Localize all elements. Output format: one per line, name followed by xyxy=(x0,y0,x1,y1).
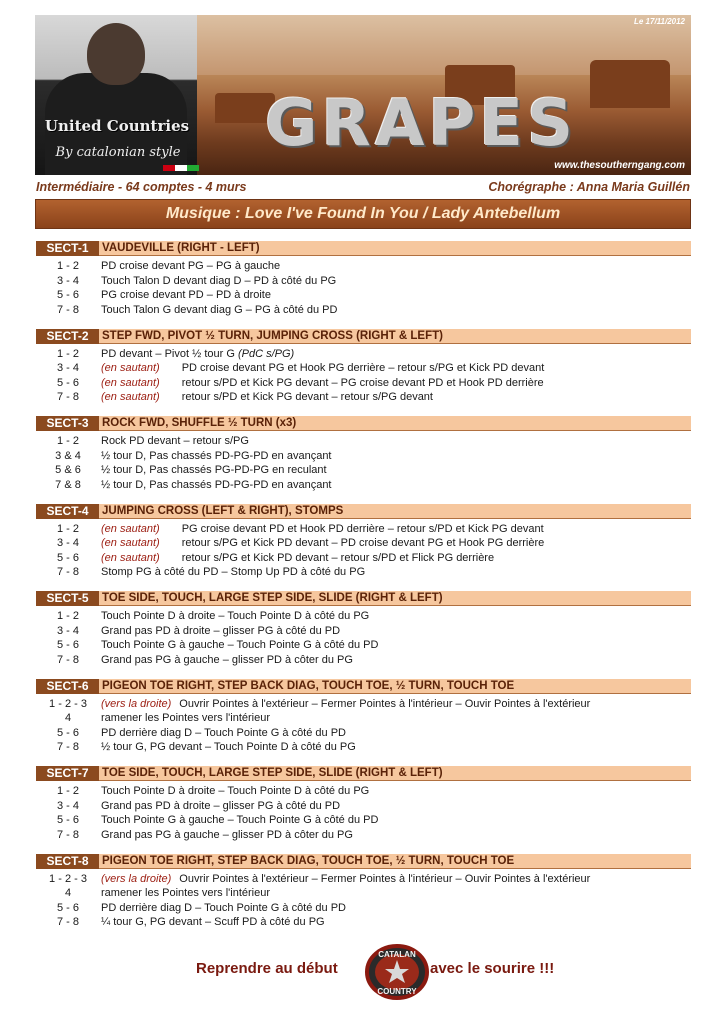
step-description xyxy=(101,288,271,302)
step-count: 7 - 8 xyxy=(56,741,79,753)
step-description xyxy=(101,915,325,929)
step-count: 5 & 6 xyxy=(55,464,81,476)
step-row xyxy=(36,463,691,477)
step-count: 7 - 8 xyxy=(56,828,79,841)
step-text: Rock PD devant – retour s/PG xyxy=(101,435,249,447)
step-text: ½ tour D, Pas chassés PG-PD-PG en reculant xyxy=(101,464,327,476)
step-count: 7 - 8 xyxy=(56,916,79,928)
step-row xyxy=(36,653,691,667)
step-text: PG croise devant PD – PD à droite xyxy=(101,289,271,301)
step-description xyxy=(101,828,353,842)
badge-bottom-text: COUNTRY xyxy=(377,987,417,996)
step-text: retour s/PD et Kick PG devant – retour s/PG devant xyxy=(181,391,433,403)
step-count: 3 - 4 xyxy=(56,537,79,549)
step-description xyxy=(101,872,590,886)
step-description xyxy=(101,347,294,361)
step-text: ½ tour D, Pas chassés PD-PG-PD en avançant xyxy=(101,478,332,491)
step-note: (vers la droite) xyxy=(101,872,172,885)
step-description xyxy=(101,478,332,492)
step-description xyxy=(101,551,494,565)
step-row xyxy=(36,799,691,813)
section-tag: SECT-6 xyxy=(36,679,99,694)
step-count: 1 - 2 - 3 xyxy=(49,697,87,710)
step-description xyxy=(101,449,332,463)
step-count: 1 - 2 xyxy=(56,347,79,360)
step-count: 3 & 4 xyxy=(55,449,81,462)
section-header xyxy=(36,241,691,256)
footer-restart-text: Reprendre au début xyxy=(196,960,338,977)
section-header xyxy=(36,504,691,519)
step-count: 7 - 8 xyxy=(56,653,79,666)
step-row xyxy=(36,347,691,361)
section-tag: SECT-1 xyxy=(36,241,99,256)
step-text: PD derrière diag D – Touch Pointe G à côté du PD xyxy=(101,726,346,739)
step-text: Ouvrir Pointes à l'extérieur – Fermer Pointes à l'intérieur – Ouvir Pointes à l'extérieur xyxy=(179,697,591,710)
step-count: 7 & 8 xyxy=(55,478,81,491)
step-count: 7 - 8 xyxy=(56,391,79,403)
step-description xyxy=(101,638,378,652)
step-text: retour s/PG et Kick PD devant – PD croise devant PG et Hook PG derrière xyxy=(181,537,545,549)
level-info: Intermédiaire - 64 comptes - 4 murs xyxy=(36,180,247,194)
step-text: Grand pas PG à gauche – glisser PD à côter du PG xyxy=(101,828,353,841)
section-title: JUMPING CROSS (LEFT & RIGHT), STOMPS xyxy=(102,504,344,517)
head-shape xyxy=(87,23,145,85)
step-text: Touch Pointe D à droite – Touch Pointe D à côté du PG xyxy=(101,610,370,622)
step-text: PD devant – Pivot ½ tour G xyxy=(101,347,238,360)
step-row xyxy=(36,303,691,317)
step-count: 3 - 4 xyxy=(56,624,79,637)
step-text: Stomp PG à côté du PD – Stomp Up PD à côté du PG xyxy=(101,566,366,578)
step-extra: (PdC s/PG) xyxy=(237,347,295,360)
step-row xyxy=(36,376,691,390)
step-note: (en sautant) xyxy=(101,362,160,374)
step-description xyxy=(101,886,270,900)
step-description xyxy=(101,390,433,404)
step-row xyxy=(36,828,691,842)
step-description xyxy=(101,274,336,288)
step-text: Grand pas PG à gauche – glisser PD à côter du PG xyxy=(101,653,353,666)
step-row xyxy=(36,726,691,740)
step-description xyxy=(101,697,590,711)
step-row xyxy=(36,551,691,565)
step-text: Touch Pointe G à gauche – Touch Pointe G à côté du PD xyxy=(101,639,379,651)
step-count: 5 - 6 xyxy=(56,814,79,826)
section-title: STEP FWD, PIVOT ½ TURN, JUMPING CROSS (RIGHT & LEFT) xyxy=(102,329,443,342)
step-count: 3 - 4 xyxy=(56,274,79,287)
section-tag: SECT-5 xyxy=(36,591,99,606)
step-text: PG croise devant PD et Hook PD derrière – retour s/PD et Kick PG devant xyxy=(181,522,544,535)
step-row xyxy=(36,390,691,404)
step-count: 3 - 4 xyxy=(56,362,79,374)
step-row xyxy=(36,565,691,579)
step-count: 5 - 6 xyxy=(56,639,79,651)
step-row xyxy=(36,434,691,448)
step-description xyxy=(101,784,369,798)
dancer-photo xyxy=(35,15,197,175)
step-description xyxy=(101,609,369,623)
date-label: Le 17/11/2012 xyxy=(633,17,685,26)
section-title: PIGEON TOE RIGHT, STEP BACK DIAG, TOUCH TOE, ½ TURN, TOUCH TOE xyxy=(102,854,515,867)
step-note: (en sautant) xyxy=(101,551,160,564)
step-text: ½ tour D, Pas chassés PD-PG-PD en avançant xyxy=(101,449,332,462)
step-row xyxy=(36,624,691,638)
step-row xyxy=(36,711,691,725)
section-title: TOE SIDE, TOUCH, LARGE STEP SIDE, SLIDE (RIGHT & LEFT) xyxy=(102,767,443,779)
step-row xyxy=(36,872,691,886)
step-text: Ouvrir Pointes à l'extérieur – Fermer Pointes à l'intérieur – Ouvir Pointes à l'extérieur xyxy=(179,872,591,885)
flag-stripe xyxy=(163,165,199,171)
step-count: 4 xyxy=(64,887,72,899)
step-description xyxy=(101,259,280,273)
section-tag: SECT-4 xyxy=(36,504,99,519)
step-row xyxy=(36,536,691,550)
step-text: Grand pas PD à droite – glisser PG à côté du PD xyxy=(101,799,341,812)
footer-smile-text: avec le sourire !!! xyxy=(430,960,555,977)
step-count: 5 - 6 xyxy=(56,289,79,301)
step-row xyxy=(36,288,691,302)
section-tag: SECT-8 xyxy=(36,854,99,869)
step-row xyxy=(36,478,691,492)
step-text: retour s/PD et Kick PG devant – PG croise devant PD et Hook PD derrière xyxy=(181,376,544,389)
step-count: 4 xyxy=(64,712,72,724)
section-header xyxy=(36,416,691,431)
section-title: PIGEON TOE RIGHT, STEP BACK DIAG, TOUCH TOE, ½ TURN, TOUCH TOE xyxy=(102,679,515,692)
step-count: 5 - 6 xyxy=(56,551,79,564)
choreographer-info: Chorégraphe : Anna Maria Guillén xyxy=(488,180,690,194)
step-description xyxy=(101,624,340,638)
section-tag: SECT-2 xyxy=(36,329,99,344)
step-text: Grand pas PD à droite – glisser PG à côté du PD xyxy=(101,624,341,637)
step-row xyxy=(36,915,691,929)
badge-top-text: CATALAN xyxy=(378,950,416,959)
step-count: 1 - 2 xyxy=(56,610,79,622)
step-text: PD croise devant PG – PG à gauche xyxy=(101,260,281,272)
step-row xyxy=(36,609,691,623)
step-row xyxy=(36,697,691,711)
section-header xyxy=(36,591,691,606)
step-row xyxy=(36,259,691,273)
step-description xyxy=(101,813,378,827)
step-text: retour s/PG et Kick PD devant – retour s/PD et Flick PG derrière xyxy=(181,551,495,564)
step-text: ramener les Pointes vers l'intérieur xyxy=(101,712,271,724)
step-description xyxy=(101,901,346,915)
step-description xyxy=(101,434,249,448)
section-header xyxy=(36,329,691,344)
step-row xyxy=(36,813,691,827)
step-note: (en sautant) xyxy=(101,391,160,403)
step-description xyxy=(101,711,270,725)
step-note: (vers la droite) xyxy=(101,697,172,710)
section-tag: SECT-7 xyxy=(36,766,99,781)
dance-title: GRAPES xyxy=(265,87,578,161)
logo-subtext: By catalonian style xyxy=(55,145,181,160)
section-tag: SECT-3 xyxy=(36,416,99,431)
step-note: (en sautant) xyxy=(101,522,160,535)
step-description xyxy=(101,799,340,813)
step-note: (en sautant) xyxy=(101,537,160,549)
step-description xyxy=(101,463,327,477)
step-count: 7 - 8 xyxy=(56,303,79,316)
catalan-country-badge xyxy=(365,944,429,1000)
step-description xyxy=(101,536,544,550)
step-description xyxy=(101,361,544,375)
step-text: Touch Pointe D à droite – Touch Pointe D à côté du PG xyxy=(101,785,370,797)
music-bar: Musique : Love I've Found In You / Lady Antebellum xyxy=(35,199,691,229)
step-row xyxy=(36,522,691,536)
step-description xyxy=(101,653,353,667)
step-text: Touch Pointe G à gauche – Touch Pointe G à côté du PD xyxy=(101,814,379,826)
section-title: ROCK FWD, SHUFFLE ½ TURN (x3) xyxy=(102,417,297,429)
step-row xyxy=(36,886,691,900)
step-count: 1 - 2 xyxy=(56,260,79,272)
step-text: PD croise devant PG et Hook PG derrière – retour s/PG et Kick PD devant xyxy=(181,362,545,374)
step-description xyxy=(101,376,544,390)
step-count: 1 - 2 xyxy=(56,435,79,447)
step-description xyxy=(101,726,346,740)
website-url[interactable]: www.thesoutherngang.com xyxy=(554,160,685,171)
step-count: 1 - 2 - 3 xyxy=(49,872,87,885)
mesa-shape xyxy=(590,60,670,108)
step-text: Touch Talon G devant diag G – PG à côté du PD xyxy=(101,303,338,316)
step-text: ¼ tour G, PG devant – Scuff PD à côté du PG xyxy=(101,916,325,928)
step-text: ½ tour G, PG devant – Touch Pointe D à côté du PG xyxy=(101,741,356,753)
step-description xyxy=(101,740,356,754)
section-header xyxy=(36,854,691,869)
step-description xyxy=(101,303,337,317)
step-count: 1 - 2 xyxy=(56,785,79,797)
step-row xyxy=(36,274,691,288)
step-text: Touch Talon D devant diag D – PD à côté du PG xyxy=(101,274,337,287)
step-count: 3 - 4 xyxy=(56,799,79,812)
step-count: 7 - 8 xyxy=(56,566,79,578)
step-row xyxy=(36,740,691,754)
step-text: ramener les Pointes vers l'intérieur xyxy=(101,887,271,899)
step-text: PD derrière diag D – Touch Pointe G à côté du PD xyxy=(101,901,346,914)
step-row xyxy=(36,449,691,463)
step-row xyxy=(36,901,691,915)
section-header xyxy=(36,766,691,781)
step-count: 5 - 6 xyxy=(56,726,79,739)
section-header xyxy=(36,679,691,694)
section-title: VAUDEVILLE (RIGHT - LEFT) xyxy=(102,242,260,254)
step-count: 5 - 6 xyxy=(56,901,79,914)
header-banner xyxy=(35,15,691,175)
step-row xyxy=(36,784,691,798)
step-count: 5 - 6 xyxy=(56,376,79,389)
step-description xyxy=(101,565,365,579)
section-title: TOE SIDE, TOUCH, LARGE STEP SIDE, SLIDE (RIGHT & LEFT) xyxy=(102,592,443,604)
step-row xyxy=(36,638,691,652)
logo-text: United Countries xyxy=(44,117,190,135)
step-note: (en sautant) xyxy=(101,376,160,389)
step-row xyxy=(36,361,691,375)
step-count: 1 - 2 xyxy=(56,522,79,535)
step-description xyxy=(101,522,544,536)
